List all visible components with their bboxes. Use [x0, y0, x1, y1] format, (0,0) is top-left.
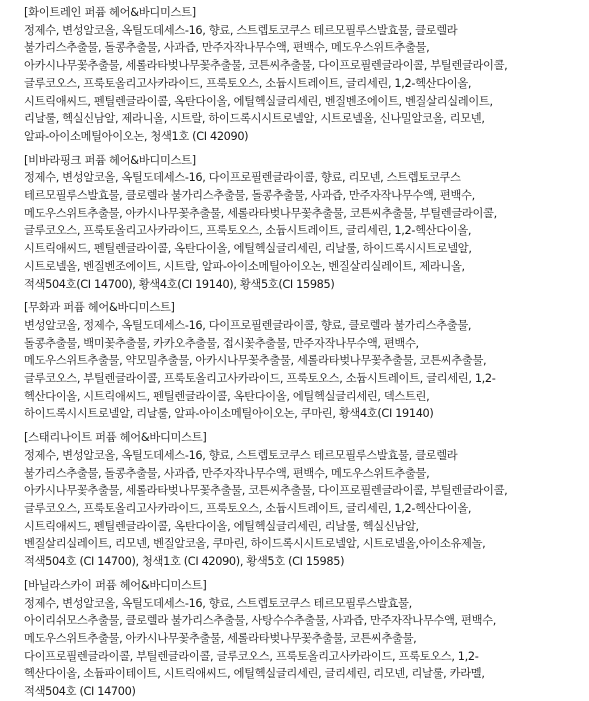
ingredient-line: 벤질살리실레이트, 리모넨, 벤질알코올, 쿠마린, 하이드록시시트로넬알, 시트로넬올,아이소유제놀, — [24, 537, 486, 551]
ingredient-line: 시트릭애씨드, 펜틸렌글라이콜, 옥탄다이올, 에틸헥실글리세린, 리날룰, 헥실신남알, — [24, 519, 419, 533]
ingredient-line: 아카시나무꽃추출물, 세롤라타벚나무꽃추출물, 코튼씨추출물, 다이프로필렌글라이콜, 부틸렌글라이콜, — [24, 59, 508, 73]
section-title: [무화과 퍼퓸 헤어&바디미스트] — [24, 301, 175, 315]
section-title: [화이트레인 퍼퓸 헤어&바디미스트] — [24, 6, 196, 19]
ingredient-line: 정제수, 변성알코올, 옥틸도데세스-16, 다이프로필렌글라이콜, 향료, 리모넨, 스트렙토코쿠스 — [24, 171, 461, 185]
ingredient-line: 시트로넬올, 벤질벤조에이트, 시트랄, 알파-아이소메틸아이오논, 벤질살리실레이트, 제라니올, — [24, 259, 465, 273]
ingredient-line: 시트릭애씨드, 펜틸렌글라이콜, 옥탄다이올, 에틸헥실글리세린, 벤질벤조에이트, 벤질살리실레이트, — [24, 94, 493, 108]
ingredient-line: 알파-아이소메틸아이오논, 청색1호 (CI 42090) — [24, 129, 249, 143]
ingredient-line: 정제수, 변성알코올, 옥틸도데세스-16, 향료, 스트렙토코쿠스 테르모필루스발효물, 클로렐라 — [24, 23, 458, 37]
ingredient-line: 헥산다이올, 시트릭애씨드, 펜틸렌글라이콜, 옥탄다이올, 에틸헥실글리세린, 덱스트린, — [24, 389, 430, 403]
ingredient-line: 메도우스위트추출물, 약모밀추출물, 아카시나무꽃추출물, 세롤라타벚나무꽃추출물, 코튼씨추출물, — [24, 354, 487, 368]
ingredient-line: 테르모필루스발효물, 클로렐라 불가리스추출물, 돌콩추출물, 사과즙, 만주자작나무수액, 편백수, — [24, 189, 475, 203]
ingredient-line: 적색504호(CI 14700), 황색4호(CI 19140), 황색5호(CI 15985) — [24, 277, 335, 291]
ingredient-line: 정제수, 변성알코올, 옥틸도데세스-16, 향료, 스트렙토코쿠스 테르모필루스발효물, — [24, 596, 412, 610]
ingredient-line: 불가리스추출물, 돌콩추출물, 사과즙, 만주자작나무수액, 편백수, 메도우스위트추출물, — [24, 41, 430, 55]
ingredient-line: 다이프로필렌글라이콜, 부틸렌글라이콜, 글루코오스, 프룩토올리고사카라이드, 프룩토오스, 1,2- — [24, 649, 479, 663]
ingredient-line: 글루코오스, 프룩토올리고사카라이드, 프룩토오스, 소듐시트레이트, 글리세린, 1,2-헥산다이올, — [24, 76, 472, 90]
ingredient-line: 변성알코올, 정제수, 옥틸도데세스-16, 다이프로필렌글라이콜, 향료, 클로렐라 불가리스추출물, — [24, 318, 472, 332]
ingredient-line: 하이드록시시트로넬알, 리날룰, 알파-아이소메틸아이오논, 쿠마린, 황색4호(CI 19140) — [24, 407, 434, 421]
ingredient-line: 글루코오스, 프룩토올리고사카라이드, 프룩토오스, 소듐시트레이트, 글리세린, 1,2-헥산다이올, — [24, 224, 472, 238]
ingredient-line: 메도우스위트추출물, 아카시나무꽃추출물, 세롤라타벚나무꽃추출물, 코튼씨추출물, 부틸렌글라이콜, — [24, 206, 497, 220]
section-fig — [24, 299, 579, 423]
ingredient-line: 글루코오스, 부틸렌글라이콜, 프룩토올리고사카라이드, 프룩토오스, 소듐시트레이트, 글리세린, 1,2- — [24, 372, 496, 386]
section-starry-night — [24, 429, 579, 571]
ingredient-line: 아카시나무꽃추출물, 세롤라타벚나무꽃추출물, 코튼씨추출물, 다이프로필렌글라이콜, 부틸렌글라이콜, — [24, 484, 508, 498]
section-white-rain — [24, 4, 579, 146]
ingredient-line: 리날룰, 헥실신남알, 제라니올, 시트랄, 하이드록시시트로넬알, 시트로넬올, 신나밀알코올, 리모넨, — [24, 112, 485, 126]
ingredient-line: 글루코오스, 프룩토올리고사카라이드, 프룩토오스, 소듐시트레이트, 글리세린, 1,2-헥산다이올, — [24, 501, 472, 515]
ingredient-line: 적색504호 (CI 14700) — [24, 685, 136, 699]
ingredient-line: 헥산다이올, 소듐파이테이트, 시트릭애씨드, 에틸헥실글리세린, 글리세린, 리모넨, 리날룰, 카라멜, — [24, 667, 485, 681]
section-title: [비바라핑크 퍼퓸 헤어&바디미스트] — [24, 153, 196, 167]
ingredient-line: 불가리스추출물, 돌콩추출물, 사과즙, 만주자작나무수액, 편백수, 메도우스위트추출물, — [24, 466, 430, 480]
section-vanilla-sky — [24, 577, 579, 701]
ingredient-line: 돌콩추출물, 백미꽃추출물, 카카오추출물, 접시꽃추출물, 만주자작나무수액, 편백수, — [24, 336, 419, 350]
ingredient-line: 아이리쉬모스추출물, 클로렐라 불가리스추출물, 사탕수수추출물, 사과즙, 만주자작나무수액, 편백수, — [24, 614, 496, 628]
ingredient-line: 시트릭애씨드, 펜틸렌글라이콜, 옥탄다이올, 에틸헥실글리세린, 리날룰, 하이드록시시트로넬알, — [24, 242, 472, 256]
section-title: [스태리나이트 퍼퓸 헤어&바디미스트] — [24, 431, 207, 445]
ingredient-line: 정제수, 변성알코올, 옥틸도데세스-16, 향료, 스트렙토코쿠스 테르모필루스발효물, 클로렐라 — [24, 448, 458, 462]
ingredient-line: 적색504호 (CI 14700), 청색1호 (CI 42090), 황색5호 (CI 15985) — [24, 555, 345, 569]
section-bibara-pink — [24, 152, 579, 294]
ingredient-line: 메도우스위트추출물, 아카시나무꽃추출물, 세롤라타벚나무꽃추출물, 코튼씨추출물, — [24, 631, 417, 645]
section-title: [바닐라스카이 퍼퓸 헤어&바디미스트] — [24, 578, 207, 592]
